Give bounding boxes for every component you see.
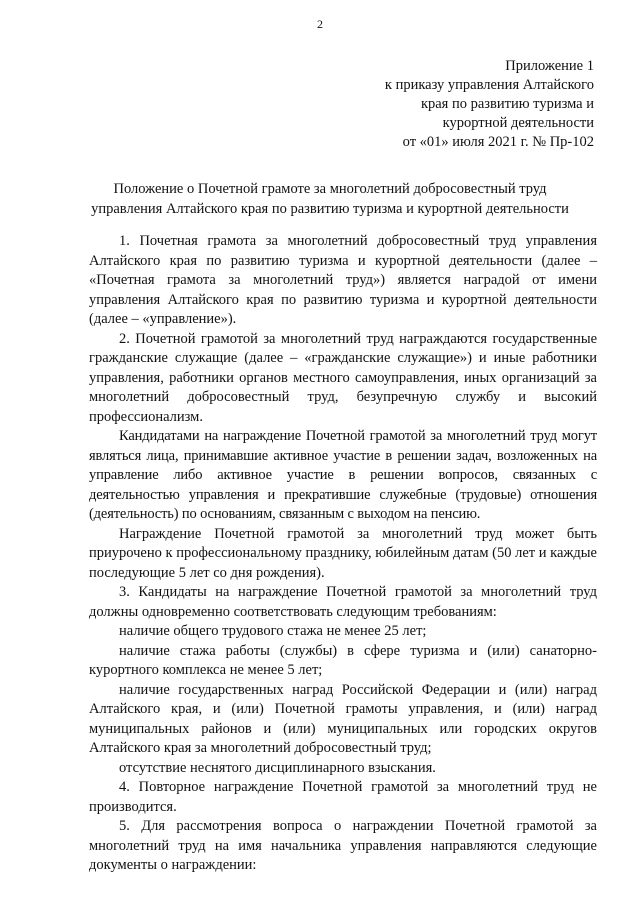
document-body (89, 232, 597, 876)
paragraph: 2. Почетной грамотой за многолетний труд награждаются государственные гражданские служащие (далее – «гражданские служащие») и иные работники управления, работники органов местного самоуправления, иных организаций за многолетний добросовестный труд, безупречную службу и высокий профессионализм. (89, 330, 597, 425)
appendix-line: края по развитию туризма и (420, 96, 594, 112)
paragraph: 5. Для рассмотрения вопроса о награждении Почетной грамотой за многолетний труд на имя начальника управления направляются следующие документы о награждении: (89, 818, 597, 873)
appendix-header (294, 57, 594, 152)
appendix-line: курортной деятельности (442, 115, 594, 131)
appendix-line: к приказу управления Алтайского (384, 77, 594, 93)
paragraph: 4. Повторное награждение Почетной грамотой за многолетний труд не производится. (89, 779, 597, 815)
paragraph: наличие стажа работы (службы) в сфере туризма и (или) санаторно-курортного комплекса не менее 5 лет; (89, 642, 597, 678)
page-number: 2 (317, 17, 323, 31)
title-line: Положение о Почетной грамоте за многолетний добросовестный труд (113, 181, 547, 197)
paragraph: Кандидатами на награждение Почетной грамотой за многолетний труд могут являться лица, принимавшие активное участие в решении задач, возложенных на управление либо активное участие в решении вопросов, связанных с деятельностью управления и прекратившие служебные (трудовые) отношения (деятельность) по основаниям, связанным с выходом на пенсию. (89, 428, 597, 522)
document-title (60, 180, 600, 219)
title-line: управления Алтайского края по развитию туризма и курортной деятельности (91, 200, 569, 217)
appendix-line: от «01» июля 2021 г. № Пр-102 (402, 134, 594, 150)
paragraph: Награждение Почетной грамотой за многолетний труд может быть приурочено к профессиональному празднику, юбилейным датам (50 лет и каждые последующие 5 лет со дня рождения). (89, 525, 597, 581)
paragraph: отсутствие неснятого дисциплинарного взыскания. (119, 759, 436, 776)
paragraph: наличие государственных наград Российской Федерации и (или) наград Алтайского края, и (или) Почетной грамоты управления, и (или) наград муниципальных районов и (или) муниципальных или городских округов Алтайского края за многолетний добросовестный труд; (89, 681, 597, 756)
paragraph: 3. Кандидаты на награждение Почетной грамотой за многолетний труд должны одновременно соответствовать следующим требованиям: (89, 584, 597, 620)
appendix-line: Приложение 1 (505, 58, 594, 74)
paragraph: наличие общего трудового стажа не менее 25 лет; (119, 623, 427, 639)
paragraph: 1. Почетная грамота за многолетний добросовестный труд управления Алтайского края по развитию туризма и курортной деятельности (далее – «Почетная грамота за многолетний труд») является наградой от имени управления Алтайского края по развитию туризма и курортной деятельности (далее – «управление»). (89, 233, 597, 327)
